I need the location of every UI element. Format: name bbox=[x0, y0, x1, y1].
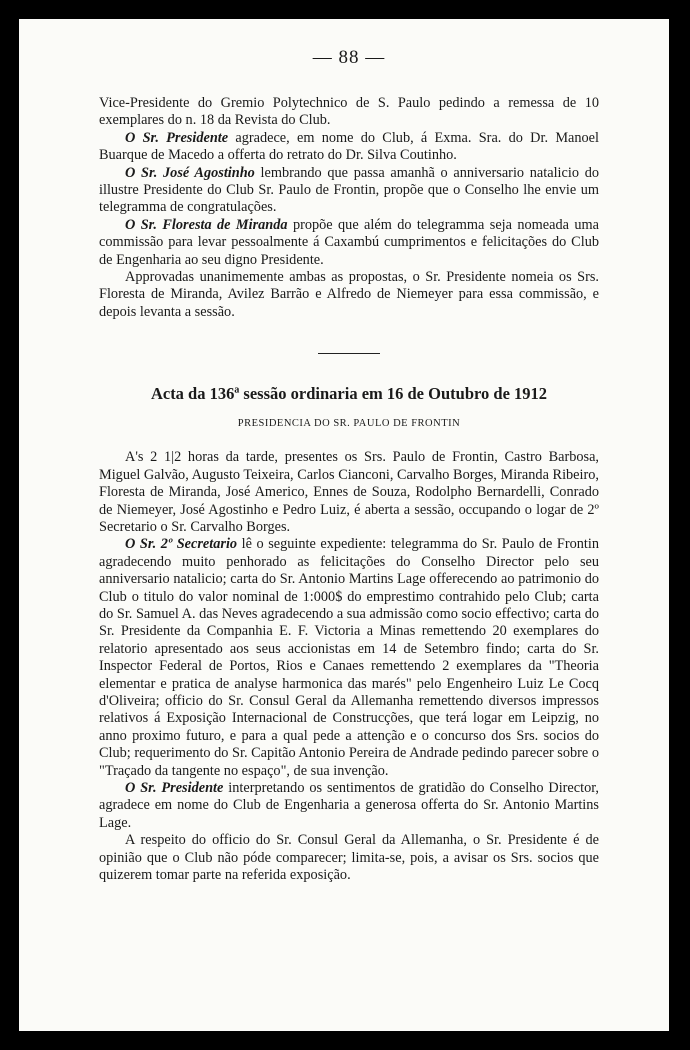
paragraph-text: interpretando os sentimentos de gratidão do Conselho Director, agradece em nome do Club de Engenharia a generosa offerta do Sr. Antonio Martins Lage. bbox=[99, 780, 599, 831]
paragraph bbox=[99, 449, 599, 536]
section-divider bbox=[318, 353, 380, 354]
paragraph bbox=[99, 269, 599, 321]
speaker-lead: O Sr. Presidente bbox=[125, 780, 224, 796]
paragraph-text: propõe que além do telegramma seja nomeada uma commissão para levar pessoalmente á Caxambú cumprimentos e felicitações do Club de Engenharia ao seu digno Presidente. bbox=[99, 216, 599, 268]
paragraph bbox=[99, 95, 599, 130]
paragraph-text: A respeito do officio do Sr. Consul Geral da Allemanha, o Sr. Presidente é de opinião que o Club não póde comparecer; limita-se, pois, a avisar os Srs. socios que quizerem tomar parte na referida exposição. bbox=[99, 832, 599, 884]
document-page bbox=[19, 19, 669, 1031]
paragraph bbox=[99, 217, 599, 269]
session-heading: Acta da 136ª sessão ordinaria em 16 de Outubro de 1912 bbox=[150, 384, 548, 404]
paragraph bbox=[99, 130, 599, 165]
speaker-lead: O Sr. 2º Secretario bbox=[125, 536, 238, 553]
paragraph-text: lembrando que passa amanhã o anniversario natalicio do illustre Presidente do Club Sr. Paulo de Frontin, propõe que o Conselho lhe envie um telegramma de congratulações. bbox=[99, 164, 599, 216]
speaker-lead: O Sr. Presidente bbox=[125, 129, 229, 146]
page-number: — 88 — bbox=[312, 47, 386, 68]
speaker-lead: O Sr. José Agostinho bbox=[125, 164, 255, 181]
page-content bbox=[99, 47, 599, 884]
presidency-subheading: PRESIDENCIA DO SR. PAULO DE FRONTIN bbox=[237, 418, 461, 430]
paragraph bbox=[99, 780, 599, 832]
paragraph-text: Approvadas unanimemente ambas as propostas, o Sr. Presidente nomeia os Srs. Floresta de Miranda, Avilez Barrão e Alfredo de Niemeyer para essa commissão, e depois levanta a sessão. bbox=[99, 269, 599, 320]
paragraph bbox=[99, 165, 599, 217]
speaker-lead: O Sr. Floresta de Miranda bbox=[125, 216, 288, 233]
paragraph-text: A's 2 1|2 horas da tarde, presentes os Srs. Paulo de Frontin, Castro Barbosa, Miguel Galvão, Augusto Teixeira, Carlos Cianconi, Carvalho Borges, Miranda Ribeiro, Floresta de Miranda, José Americo, Ennes de Souza, Rodolpho Bernardelli, Conrado de Niemeyer, José Agostinho e Pedro Luiz, é aberta a sessão, occupando o logar de 2º Secretario o Sr. Carvalho Borges. bbox=[99, 449, 599, 535]
paragraph bbox=[99, 536, 599, 780]
session-minutes-text bbox=[99, 449, 599, 884]
previous-session-text bbox=[99, 95, 599, 321]
paragraph-text: agradece, em nome do Club, á Exma. Sra. do Dr. Manoel Buarque de Macedo a offerta do retrato do Dr. Silva Coutinho. bbox=[99, 129, 599, 164]
paragraph-text: Vice-Presidente do Gremio Polytechnico de S. Paulo pedindo a remessa de 10 exemplares do n. 18 da Revista do Club. bbox=[99, 95, 599, 129]
paragraph bbox=[99, 832, 599, 884]
paragraph-text: lê o seguinte expediente: telegramma do Sr. Paulo de Frontin agradecendo muito penhorado as felicitações do Conselho Director pelo seu anniversario natalicio; carta do Sr. Antonio Martins Lage offerecendo ao patrimonio do Club o titulo do valor nominal de 1:000$ do emprestimo contrahido pelo Club; carta do Sr. Samuel A. das Neves agradecendo a sua admissão como socio effectivo; carta do Sr. Presidente da Companhia E. F. Victoria a Minas remettendo 20 exemplares do relatorio apresentado aos seus accionistas em 14 de Setembro findo; carta do Sr. Inspector Federal de Portos, Rios e Canaes remettendo 2 exemplares da "Theoria elementar e pratica de analyse harmonica das marés" pelo Engenheiro Luiz Le Cocq d'Oliveira; officio do Sr. Consul Geral da Allemanha remettendo diversos impressos relativos á Exposição Internacional de Construcções, que terá logar em Leipzig, no anno proximo futuro, e para a qual pede a attenção e o concurso dos Srs. socios do Club; requerimento do Sr. Capitão Antonio Pereira de Andrade pedindo parecer sobre o "Traçado da tangente no espaço", de sua invenção. bbox=[99, 536, 600, 779]
